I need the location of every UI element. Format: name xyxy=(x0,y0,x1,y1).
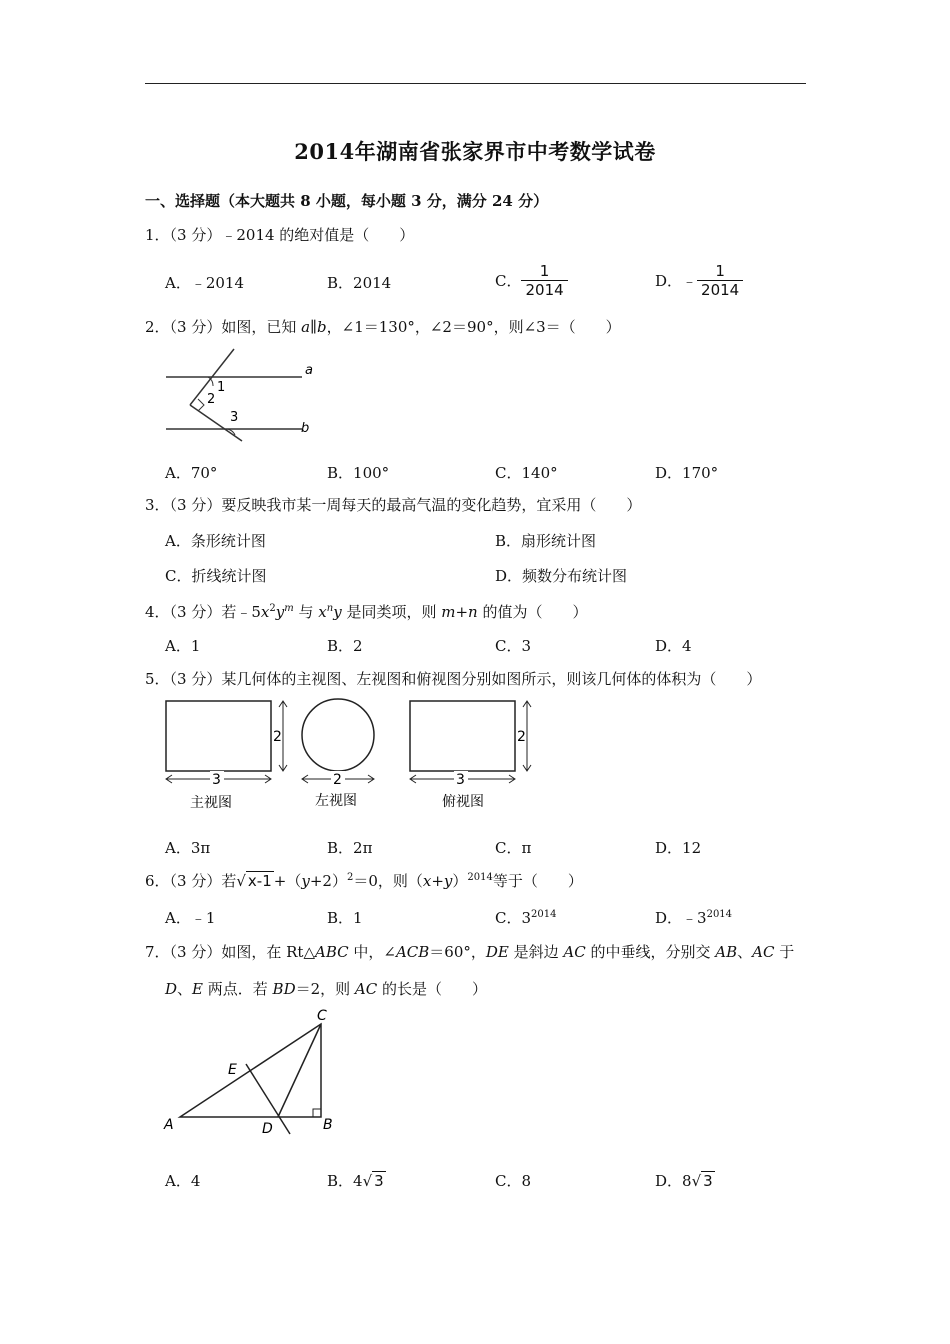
q4-option-b: B．2 xyxy=(327,637,363,655)
q1-option-d: D．﹣ $\frac{1}{2014}$ xyxy=(655,262,743,299)
q2-option-b: B．100° xyxy=(327,464,390,482)
q3-stem: 3．（3 分）要反映我市某一周每天的最高气温的变化趋势，宜采用（ ） xyxy=(145,496,642,514)
q7-stem-line2: D、E 两点．若 BD＝2，则 AC 的长是（ ） xyxy=(165,980,488,998)
q7-stem-line1: 7．（3 分）如图，在 Rt△ABC 中，∠ACB＝60°，DE 是斜边 AC 的中垂线，分别交 AB、AC 于 xyxy=(145,943,795,961)
q7-option-d: D．8√ 3 xyxy=(655,1172,713,1190)
label-C: C xyxy=(317,1008,327,1024)
right-angle-b xyxy=(313,1109,321,1117)
q2-parallel-lines-figure xyxy=(160,345,325,445)
q7-option-b: B．4√ 3 xyxy=(327,1172,384,1190)
label-a: a xyxy=(305,363,313,378)
front-width-label: 3 xyxy=(212,772,221,788)
section-heading: 一、选择题（本大题共 8 小题，每小题 3 分，满分 24 分） xyxy=(145,192,549,210)
page-title: 2014年湖南省张家界市中考数学试卷 xyxy=(294,139,656,164)
right-angle-mark xyxy=(198,399,204,411)
q5-option-c: C．π xyxy=(495,839,532,857)
q6-radical: √ x-1 xyxy=(236,872,272,890)
q4-option-d: D．4 xyxy=(655,637,692,655)
q6-option-b: B．1 xyxy=(327,909,363,927)
left-view-circle xyxy=(302,699,374,771)
label-angle-2: 2 xyxy=(207,392,216,407)
q5-option-a: A．3π xyxy=(165,839,211,857)
q2-option-d: D．170° xyxy=(655,464,719,482)
front-height-label: 2 xyxy=(273,729,282,745)
q3-option-c: C．折线统计图 xyxy=(165,567,267,585)
angle-3-arc xyxy=(226,429,235,435)
label-b: b xyxy=(301,421,310,436)
q1-stem: 1．（3 分）﹣2014 的绝对值是（ ） xyxy=(145,226,415,244)
left-width-label: 2 xyxy=(333,772,342,788)
q6-option-d: D．$﹣3^{2014}$ xyxy=(655,909,733,927)
top-height-label: 2 xyxy=(517,729,526,745)
q1-fraction-d: $\frac{1}{2014}$ xyxy=(697,262,743,299)
q3-option-a: A．条形统计图 xyxy=(165,532,266,550)
label-A: A xyxy=(164,1117,174,1133)
label-B: B xyxy=(323,1117,333,1133)
q2-option-c: C．140° xyxy=(495,464,558,482)
q6-option-c: C．$3^{2014}$ xyxy=(495,909,557,927)
q7-triangle-figure xyxy=(160,1002,345,1144)
q5-option-d: D．12 xyxy=(655,839,702,857)
q2-option-a: A．70° xyxy=(165,464,218,482)
q5-option-b: B．2π xyxy=(327,839,373,857)
q1-fraction-c: $\frac{1}{2014}$ xyxy=(521,262,567,299)
label-angle-3: 3 xyxy=(230,410,239,425)
q7-option-a: A．4 xyxy=(165,1172,201,1190)
q3-option-d: D．频数分布统计图 xyxy=(495,567,628,585)
q1-option-b: B．2014 xyxy=(327,274,392,292)
q7-option-c: C．8 xyxy=(495,1172,532,1190)
front-view-caption: 主视图 xyxy=(190,795,232,811)
q3-option-b: B．扇形统计图 xyxy=(495,532,597,550)
top-view-caption: 俯视图 xyxy=(442,794,484,810)
q6-stem: 6．（3 分）若√ $x-1 +(y+2)^2=0$，则$(x+y)^{2014}$等于（ ） xyxy=(145,872,583,890)
q6-option-a: A．﹣1 xyxy=(165,909,216,927)
left-view-caption: 左视图 xyxy=(315,793,357,809)
q4-option-a: A．1 xyxy=(165,637,201,655)
q2-stem: 2．（3 分）如图，已知 a∥b，∠1＝130°，∠2＝90°，则∠3＝（ ） xyxy=(145,318,621,336)
label-D: D xyxy=(262,1121,273,1137)
q4-stem: 4．（3 分）若$﹣5x^2y^m$ 与 $x^ny$ 是同类项，则 m+n 的值为（ ） xyxy=(145,603,588,621)
q5-stem: 5．（3 分）某几何体的主视图、左视图和俯视图分别如图所示，则该几何体的体积为（ ） xyxy=(145,670,762,688)
label-angle-1: 1 xyxy=(217,380,226,395)
q4-option-c: C．3 xyxy=(495,637,532,655)
top-width-label: 3 xyxy=(456,772,465,788)
label-E: E xyxy=(228,1062,237,1078)
front-view-rect xyxy=(166,701,271,771)
q1-option-c: C． $\frac{1}{2014}$ xyxy=(495,262,568,299)
top-rule xyxy=(145,83,806,84)
q5-three-views-figure xyxy=(160,693,550,818)
top-view-rect xyxy=(410,701,515,771)
q1-option-a: A．﹣2014 xyxy=(165,274,245,292)
